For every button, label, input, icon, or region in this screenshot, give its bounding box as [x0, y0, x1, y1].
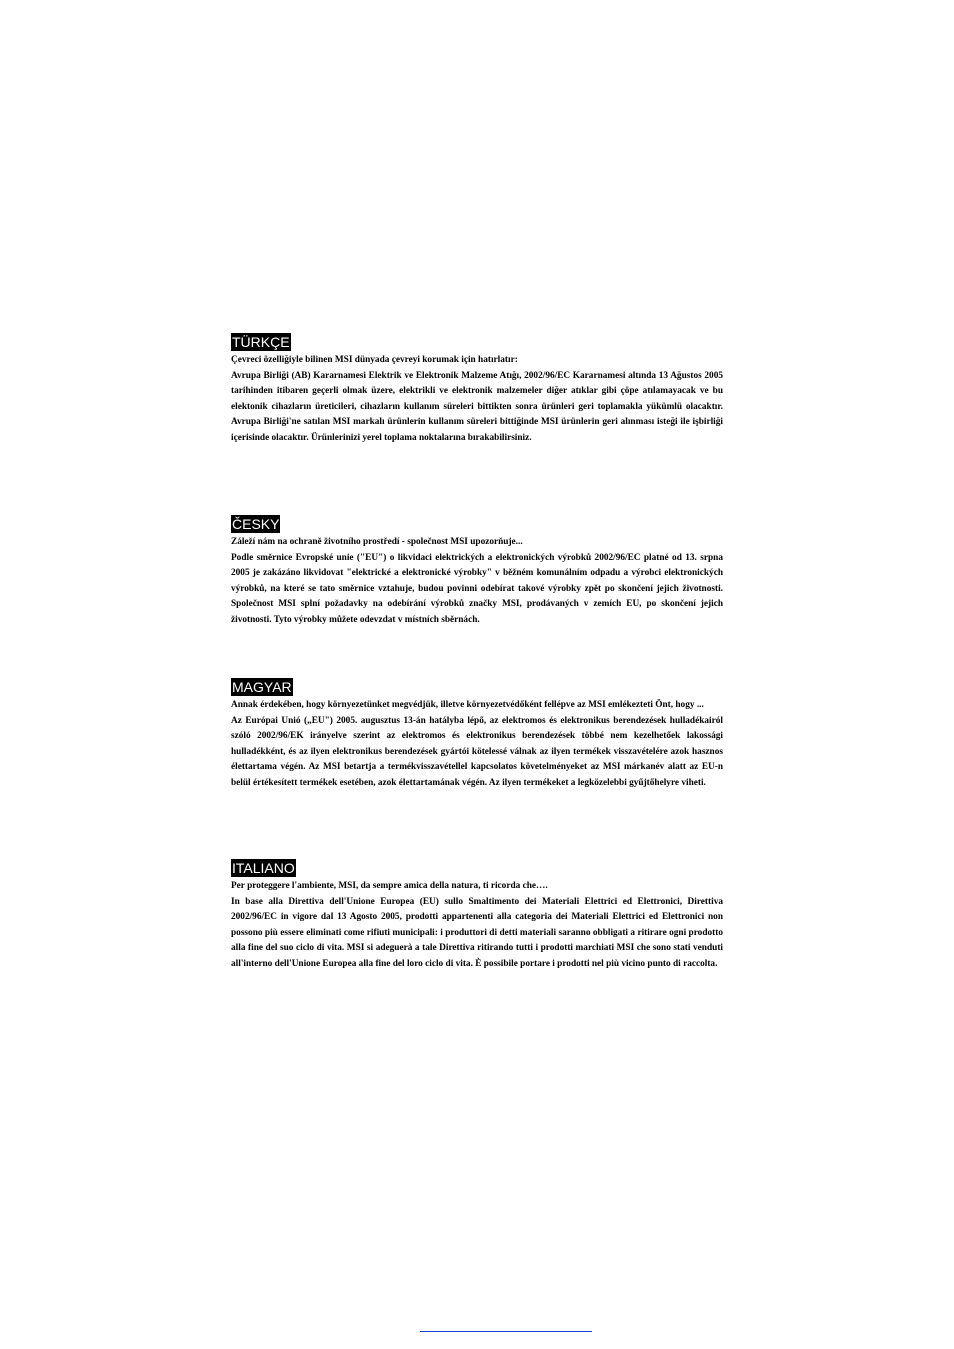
section-turkce — [231, 333, 723, 446]
section-intro: Per proteggere l'ambiente, MSI, da sempre amica della natura, ti ricorda che…. — [231, 881, 548, 891]
section-body: Avrupa Birliği (AB) Kararnamesi Elektrik ve Elektronik Malzeme Atığı, 2002/96/EC Kararnamesi altında 13 Ağustos 2005 tarihinden itibaren geçerli olmak üzere, elektrikli ve elektronik malzemeler diğer atıklar gibi çöpe atılamayacak ve bu elektonik cihazların üreticileri, cihazların kullanım süreleri bittikten sonra ürünleri geri toplamakla yükümlü olacaktır. Avrupa Birliği'ne satılan MSI markalı ürünlerin kullanım süreleri bittiğinde MSI ürünlerin geri alınması isteği ile işbirliği içerisinde olacaktır. Ürünlerinizi yerel toplama noktalarına bırakabilirsiniz. — [231, 370, 723, 443]
section-intro: Záleží nám na ochraně životního prostředí - společnost MSI upozorňuje... — [231, 537, 523, 547]
section-intro: Annak érdekében, hogy környezetünket megvédjük, illetve környezetvédőként fellépve az MSI emlékezteti Önt, hogy ... — [231, 700, 704, 710]
section-cesky — [231, 515, 723, 628]
section-body: Podle směrnice Evropské unie ("EU") o likvidaci elektrických a elektronických výrobků 2002/96/EC platné od 13. srpna 2005 je zakázáno likvidovat "elektrické a elektronické výrobky" v běžném komunálním odpadu a výrobci elektronických výrobků, na které se tato směrnice vztahuje, budou povinni odebírat takové výrobky zpět po skončení jejich životnosti. Společnost MSI splní požadavky na odebírání výrobků značky MSI, prodávaných v zemích EU, po skončení jejich životnosti. Tyto výrobky můžete odevzdat v místních sběrnách. — [231, 552, 723, 625]
section-heading: MAGYAR — [232, 679, 292, 695]
section-heading: TÜRKÇE — [232, 334, 290, 350]
footer-link-underline[interactable] — [420, 1325, 592, 1332]
section-magyar — [231, 678, 723, 791]
section-italiano — [231, 859, 723, 972]
section-body: Az Európai Unió („EU") 2005. augusztus 13-án hatályba lépő, az elektromos és elektronikus berendezések hulladékairól szóló 2002/96/EK irányelve szerint az elektromos és elektronikus berendezések többé nem kezelhetőek lakossági hulladékként, és az ilyen elektronikus berendezések gyártói kötelessé válnak az ilyen termékek visszavételére azok hasznos élettartama végén. Az MSI betartja a termékvisszavétellel kapcsolatos követelményeket az MSI márkanév alatt az EU-n belül értékesített termékek esetében, azok élettartamának végén. Az ilyen termékeket a legközelebbi gyűjtőhelyre viheti. — [231, 715, 723, 788]
section-intro: Çevreci özelliğiyle bilinen MSI dünyada çevreyi korumak için hatırlatır: — [231, 355, 518, 365]
section-body: In base alla Direttiva dell'Unione Europea (EU) sullo Smaltimento dei Materiali Elettrici ed Elettronici, Direttiva 2002/96/EC in vigore dal 13 Agosto 2005, prodotti appartenenti alla categoria dei Materiali Elettrici ed Elettronici non possono più essere eliminati come rifiuti municipali: i produttori di detti materiali saranno obbligati a ritirare ogni prodotto alla fine del suo ciclo di vita. MSI si adeguerà a tale Direttiva ritirando tutti i prodotti marchiati MSI che sono stati venduti all'interno dell'Unione Europea alla fine del loro ciclo di vita. È possibile portare i prodotti nel più vicino punto di raccolta. — [231, 896, 723, 969]
section-heading: ČESKY — [232, 516, 280, 532]
section-heading: ITALIANO — [232, 860, 295, 876]
